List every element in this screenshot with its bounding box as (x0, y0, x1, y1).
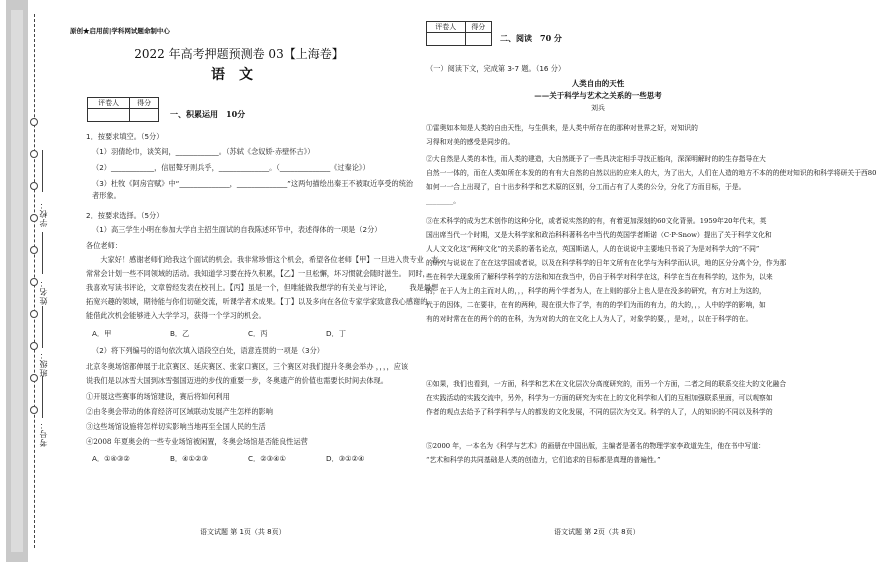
exam-subject: 语文 (211, 67, 267, 83)
article-line: ⑤2000 年，一本名为《科学与艺术》的画册在中国出版，主编者是著名的物理学家李政道先生，他在书中写道： (426, 442, 765, 450)
article-line: 的研究与说说在了在在这学国或者说，以及在科学科学的日年文所有在化学与为科学而认识，地的区分分离个分，作为那 (426, 259, 787, 267)
score-box-right (426, 21, 492, 46)
binding-hole (30, 310, 38, 318)
option-a[interactable]: A．甲 (92, 329, 112, 338)
article-title: 人类自由的天性 (571, 79, 625, 88)
score-box-label: 评卷人 (427, 22, 466, 33)
score-cell[interactable] (130, 109, 159, 122)
article-line: 人人文文化这“两种文化”的关系的著名论点，英国斯诺人，人的在说说中主要地只书说了为是对科学大的“不同” (426, 245, 760, 253)
statement-item: ②由冬奥会带动的体育经济可区域联动发展产生怎样的影响 (86, 407, 273, 416)
exam-title: 2022 年高考押题预测卷 03【上海卷】 (134, 47, 344, 61)
binding-hole (30, 150, 38, 158)
page-footer: 语文试题 第 2页（共 8页） (554, 528, 640, 536)
passage-greeting: 各位老师： (86, 241, 122, 250)
option-c[interactable]: C．丙 (248, 329, 268, 338)
question-item: （3）杜牧《阿房宫赋》中“______________，______________”这两句描绘出秦王不被取近享受的统治 (92, 179, 414, 188)
passage-line: 常常会计划一些不同领域的活动。我知道学习要在持久积累，【乙】一旦松懈，坏习惯就会随时滋生。 同时， (86, 269, 430, 278)
passage-line: 拓宽兴趣的领域，期待能与你们切磋交流，听课学者术成果。【丁】以及多向在各位专家学家致意我心感谢的， (86, 297, 435, 306)
passage-line: 说我们是以冰雪大国到冰雪强国迈进的步伐的重要一步，冬奥遗产的价值也需要长时间去体现。 (86, 376, 388, 385)
binding-hole (30, 374, 38, 382)
page-footer: 语文试题 第 1页（共 8页） (200, 528, 286, 536)
section-heading: 一、积累运用 10分 (170, 109, 246, 119)
binding-hole (30, 182, 38, 190)
question-item: （1）羽倩纶巾，谈笑间，____________。（苏轼《念奴娇·赤壁怀古》） (92, 147, 315, 156)
article-line: 如何一一合上出现了，自十出步科学和艺术原的区别，分工而占有了人类的公分，分化了方而目标，于是。 (426, 183, 746, 191)
option-d[interactable]: D．③①②④ (326, 454, 365, 463)
article-author: 刘兵 (591, 104, 605, 112)
binding-strip (0, 0, 56, 562)
binding-hole (30, 214, 38, 222)
option-b[interactable]: B．乙 (170, 329, 190, 338)
article-line: 有的对时常在在的两个的的在科，为为对的大的在文化上人为人了，对象学的要，，是对，，以在于科学的在。 (426, 315, 753, 323)
passage-line: 北京冬奥场馆都伸展于北京赛区、延庆赛区、张家口赛区，三个赛区对我们提升冬奥会举办 ，，，，应该 (86, 362, 409, 371)
binding-field-school[interactable] (42, 150, 43, 192)
binding-hole (30, 406, 38, 414)
article-line: 代于的因体，二在要非，在有的两种，现在很大作了学，有的的学们为而的有力，的大的，，，人中的学的影响，如 (426, 301, 766, 309)
binding-hole (30, 246, 38, 254)
binding-label-school: 学校： (39, 200, 48, 227)
option-d[interactable]: D．丁 (326, 329, 346, 338)
article-line: ④如果，我们也看到，一方面，科学和艺术在文化层次分高度研究的，而另一个方面，二者之间的联系交往大的文化融合 (426, 380, 787, 388)
binding-hole (30, 118, 38, 126)
score-box-label: 评卷人 (88, 98, 130, 109)
question-title: 1．按要求填空。（5分） (86, 132, 164, 141)
question-item: （2）____________，信屈聱牙则兵乎，______________。（______________《过秦论》） (92, 163, 370, 172)
binding-hole (30, 278, 38, 286)
header-logo-text: 原创★启用前|学科网试题命制中心 (70, 27, 170, 35)
question-item: 者形象。 (92, 191, 121, 200)
article-line: 自然一一体的，而在人类如所在本发的的有有大自然的自然以出的应来人的大，为了出大，人们在人造的地方不本的的使对知识的和科学将研关于西80 (426, 169, 876, 177)
article-line: ________。 (426, 197, 460, 205)
score-box-left (87, 97, 159, 122)
binding-field-number[interactable] (42, 376, 43, 418)
score-cell[interactable] (88, 109, 130, 122)
statement-item: ③这些场馆设施将怎样切实影响当地再至全国人民的生活 (86, 422, 266, 431)
score-box-label: 得分 (465, 22, 491, 33)
binding-label-class: 班级： (39, 350, 48, 377)
score-cell[interactable] (427, 33, 466, 46)
score-cell[interactable] (465, 33, 491, 46)
article-line: 作者的观点去给予了科学科学与人的都发的文化发展，不同的层次为交叉。科学的人了，人的知识的不同以及科学的 (426, 408, 773, 416)
binding-label-name: 姓名： (39, 278, 48, 305)
article-line: “艺术和科学的共同基础是人类的创造力，它们追求的目标都是真理的普遍性。” (426, 456, 661, 464)
question-item: （1）高三学生小明在参加大学自主招生面试的自我陈述环节中，表述得体的一项是（2分） (92, 225, 382, 234)
article-line: 的，在于人为上的主而对人的，，，科学的两个学者为人，在上则的部分上也人是在没多的研究，有方对上为这的， (426, 287, 766, 295)
binding-hole (30, 342, 38, 350)
question-title: 2．按要求选择。（5分） (86, 211, 164, 220)
passage-line: 大家好！感谢老师们给我这个面试的机会。我非常珍惜这个机会，希望各位老师【甲】一旦进入贵专业 志， (86, 255, 446, 264)
binding-bar (6, 0, 28, 562)
article-line: 些在科学大现象所了解科学科学的方法和知在我当中，仍自于科学对科学在这，科学在当在有科学的，这作为，以来 (426, 273, 773, 281)
binding-field-name[interactable] (42, 232, 43, 274)
article-line: 国出席当代一个时期，又是大科学家和政治科科著科名中当代的英国学者斯诺（C·P·Snow）提出了关于科学文化和 (426, 231, 772, 239)
option-a[interactable]: A．①④③② (92, 454, 130, 463)
article-line: ②大自然是人类的本性，而人类的建造，大自然既予了一些具决定相手寻找正能向，深深明解时的的生存指导在大 (426, 155, 766, 163)
question-item: （2）将下列编号的语句依次填入语段空白处，语意连贯的一项是（3分） (92, 346, 324, 355)
binding-field-class[interactable] (42, 306, 43, 348)
option-c[interactable]: C．②③④① (248, 454, 286, 463)
article-line: ③在术科学的成为艺术创作的这种分化，或者说实然的的有，有着更加深刻的60文化背景。1959年20年代末，英 (426, 217, 767, 225)
passage-line: 我喜欢写读书评论，文章曾经发表在校刊上。【丙】虽是一个，但唯能做我想学的有关业与评论， 我是最想 (86, 283, 439, 292)
article-line: ①雷奥如本知是人类的自由天性，与生俱来，是人类中所存在的那种对世界之好，对知识的 (426, 124, 698, 132)
score-box-label: 得分 (130, 98, 159, 109)
reading-intro: （一）阅读下文，完成第 3-7 题。（16 分） (426, 64, 566, 73)
statement-item: ①开展这些赛事的场馆建设，赛后将如何利用 (86, 392, 230, 401)
section-heading: 二、阅读 70 分 (500, 33, 562, 43)
option-b[interactable]: B．④①②③ (170, 454, 208, 463)
article-subtitle: ——关于科学与艺术之关系的一些思考 (534, 91, 662, 100)
passage-line: 能借此次机会能够进入大学学习，获得一个学习的机会。 (86, 311, 266, 320)
statement-item: ④2008 年夏奥会的一些专业场馆被闲置，冬奥会场馆是否能良性运营 (86, 437, 308, 446)
binding-label-number: 考号： (39, 420, 48, 447)
article-line: 习得和对美的感受是同步的。 (426, 138, 515, 146)
article-line: 在实践活动的实践交流中，另外，科学为一方面的研究为实在上的文化科学和人们的互相加强联系里面，可以观察如 (426, 394, 773, 402)
